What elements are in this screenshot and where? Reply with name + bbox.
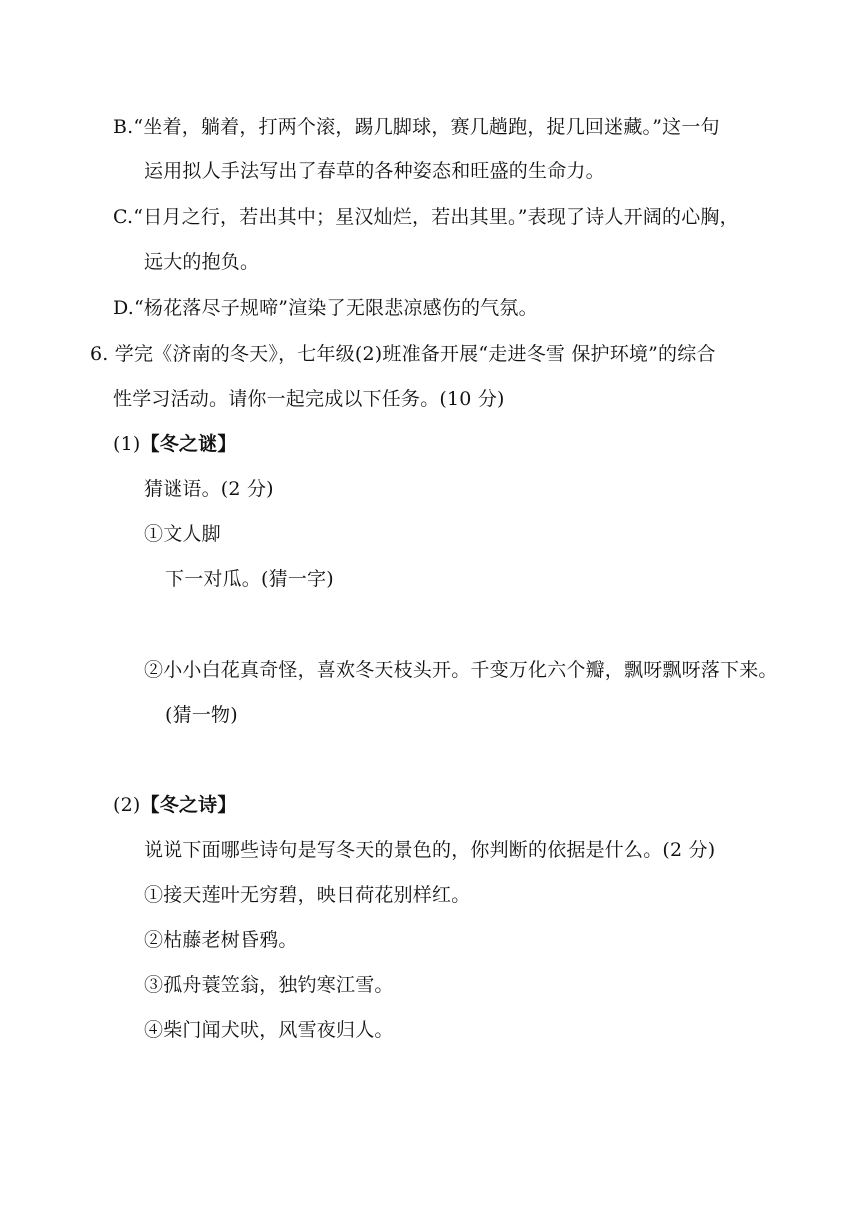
part-2-header — [113, 792, 237, 818]
option-b-line-2: 运用拟人手法写出了春草的各种姿态和旺盛的生命力。 — [144, 160, 605, 182]
part-2-number: (2) — [113, 794, 141, 816]
poem-1: ①接天莲叶无穷碧，映日荷花别样红。 — [144, 884, 471, 906]
riddle-1-line-2: 下一对瓜。(猜一字) — [165, 568, 334, 590]
riddle-2-line-2: (猜一物) — [165, 704, 238, 726]
poem-4: ④柴门闻犬吠，风雪夜归人。 — [144, 1019, 394, 1041]
poem-3: ③孤舟蓑笠翁，独钓寒江雪。 — [144, 974, 394, 996]
riddle-1-line-1: ①文人脚 — [144, 523, 221, 545]
part-1-number: (1) — [113, 433, 141, 455]
part-1-header — [113, 431, 237, 457]
part-2-instruction: 说说下面哪些诗句是写冬天的景色的，你判断的依据是什么。(2 分) — [144, 839, 716, 861]
part-1-heading: 【冬之谜】 — [140, 433, 237, 455]
part-1-instruction: 猜谜语。(2 分) — [144, 478, 274, 500]
part-2-heading: 【冬之诗】 — [140, 794, 237, 816]
option-d-line-1: D.“杨花落尽子规啼”渲染了无限悲凉感伤的气氛。 — [113, 297, 538, 319]
option-c-line-1: C.“日月之行，若出其中；星汉灿烂，若出其里。”表现了诗人开阔的心胸， — [113, 206, 739, 228]
question-6-line-1: 6. 学完《济南的冬天》，七年级(2)班准备开展“走进冬雪 保护环境”的综合 — [90, 343, 716, 365]
riddle-2-line-1: ②小小白花真奇怪，喜欢冬天枝头开。千变万化六个瓣，飘呀飘呀落下来。 — [144, 659, 778, 681]
question-6-line-2: 性学习活动。请你一起完成以下任务。(10 分) — [113, 388, 505, 410]
poem-2: ②枯藤老树昏鸦。 — [144, 929, 298, 951]
option-c-line-2: 远大的抱负。 — [144, 251, 260, 273]
option-b-line-1: B.“坐着，躺着，打两个滚，踢几脚球，赛几趟跑，捉几回迷藏。”这一句 — [113, 116, 720, 138]
